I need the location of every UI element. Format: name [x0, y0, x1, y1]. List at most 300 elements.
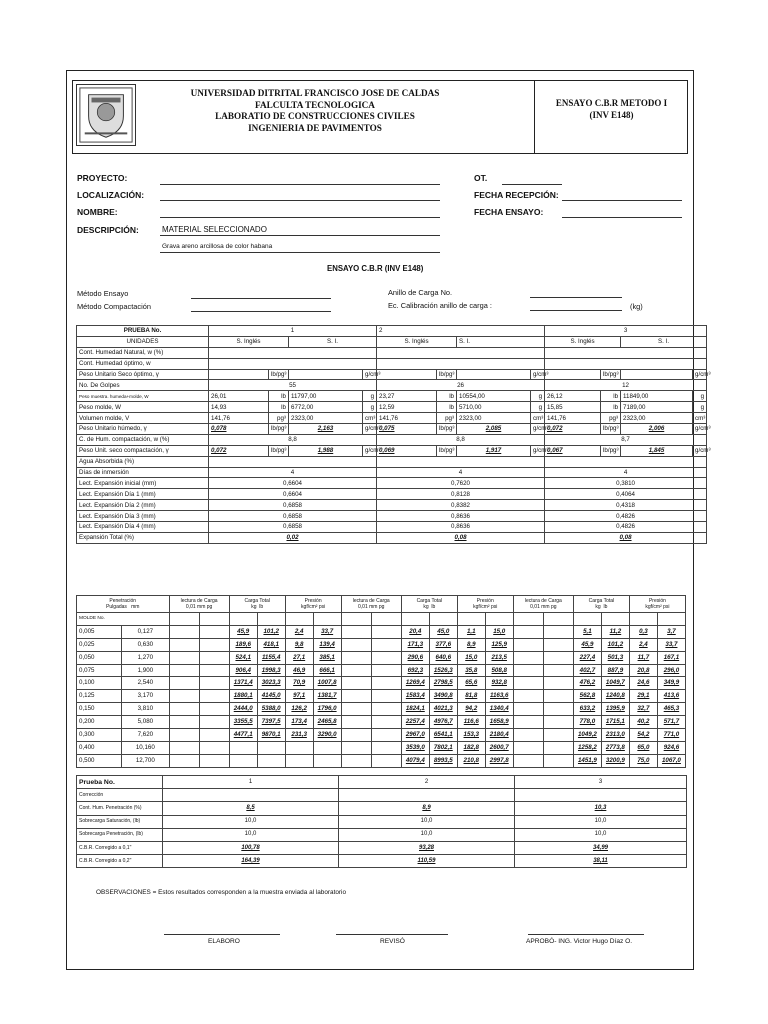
penetration-row: [77, 741, 686, 754]
value: 0,4826: [545, 511, 707, 522]
penetration-row: [77, 664, 686, 677]
value: 1269,4: [401, 677, 429, 690]
value: 3200,9: [601, 754, 629, 767]
unit: g/cm³: [693, 424, 707, 435]
penetration-row: [77, 754, 686, 767]
value: 2465,8: [313, 716, 341, 729]
value: 141,76: [545, 413, 601, 424]
value: 10554,00: [457, 391, 531, 402]
value: 26,12: [545, 391, 601, 402]
penetration-inches: 0,300: [77, 729, 122, 742]
aprobo-label: APROBÓ- ING. Victor Hugo Díaz O.: [526, 938, 633, 945]
value: 0,075: [377, 424, 437, 435]
value: 14,93: [209, 402, 269, 413]
load-reading-pg: [543, 741, 573, 754]
blows-3: 12: [545, 380, 707, 391]
value: 81,8: [457, 690, 485, 703]
value: 0,4318: [545, 500, 707, 511]
value: 167,1: [657, 651, 685, 664]
unit: g/cm³: [363, 369, 377, 380]
ot-line: [502, 184, 562, 185]
value: 0,8382: [377, 500, 545, 511]
penetration-mm: 1,270: [122, 651, 169, 664]
value: 54,2: [629, 729, 657, 742]
load-reading-pg: [199, 690, 229, 703]
value: [285, 741, 313, 754]
value: 6772,00: [289, 402, 363, 413]
unit: lb: [269, 402, 289, 413]
unit: lb: [601, 402, 621, 413]
penetration-inches: 0,005: [77, 625, 122, 638]
row-expansion-day3: Lect. Expansión Día 3 (mm): [77, 511, 209, 522]
row-natural-moisture: Cont. Humedad Natural, w (%): [77, 347, 209, 358]
load-reading-pg: [199, 651, 229, 664]
value: 15,0: [457, 651, 485, 664]
descripcion-label: DESCRIPCIÓN:: [77, 225, 139, 235]
unit: lb: [437, 402, 457, 413]
value: 2,163: [289, 424, 363, 435]
value: 1658,9: [485, 716, 513, 729]
value: 40,2: [629, 716, 657, 729]
value: 1395,9: [601, 703, 629, 716]
value: 5388,0: [257, 703, 285, 716]
value: 8,5: [163, 802, 339, 815]
load-reading: [513, 677, 543, 690]
value: 385,1: [313, 651, 341, 664]
unit: g/cm³: [531, 369, 545, 380]
blows-1: 55: [209, 380, 377, 391]
load-reading-pg: [371, 729, 401, 742]
value: 1340,4: [485, 703, 513, 716]
row-expansion-day4: Lect. Expansión Día 4 (mm): [77, 522, 209, 533]
value: 0,8128: [377, 489, 545, 500]
value: 27,1: [285, 651, 313, 664]
value: 0,3810: [545, 478, 707, 489]
unit: pg³: [269, 413, 289, 424]
cbr-01-label: C.B.R. Corregido a 0,1": [77, 841, 163, 854]
reviso-label: REVISÓ: [380, 938, 405, 945]
load-reading: [169, 677, 199, 690]
value: 0,6858: [209, 522, 377, 533]
row-wet-unit-weight: Peso Unitario húmedo, γ: [77, 424, 209, 435]
load-reading-pg: [199, 729, 229, 742]
penetration-row: [77, 716, 686, 729]
load-reading-pg: [543, 651, 573, 664]
load-reading-pg: [199, 741, 229, 754]
value: 562,8: [573, 690, 601, 703]
load-reading-pg: [371, 677, 401, 690]
unit: lb/pg³: [437, 424, 457, 435]
value: 1163,6: [485, 690, 513, 703]
value: 15,0: [485, 625, 513, 638]
value: 4: [377, 467, 545, 478]
value: 8,9: [457, 638, 485, 651]
value: 231,3: [285, 729, 313, 742]
value: 10,0: [339, 828, 515, 841]
value: 0,6604: [209, 478, 377, 489]
value: [229, 754, 257, 767]
header-text: kg: [423, 604, 429, 610]
load-reading: [513, 703, 543, 716]
load-reading: [341, 729, 371, 742]
cbr-summary-table: [76, 775, 687, 868]
value: 5710,00: [457, 402, 531, 413]
value: 141,76: [377, 413, 437, 424]
summary-test-1: 1: [163, 776, 339, 789]
header-text: Carga Total: [416, 598, 443, 604]
value: 1371,4: [229, 677, 257, 690]
load-reading-pg: [199, 754, 229, 767]
load-reading: [513, 625, 543, 638]
value: 1007,8: [313, 677, 341, 690]
header-line-3: LABORATIO DE CONSTRUCCIONES CIVILES: [215, 111, 415, 121]
row-expansion-initial: Lect. Expansión inicial (mm): [77, 478, 209, 489]
row-optimal-moisture: Cont. Humedad óptimo, w: [77, 358, 209, 369]
value: 633,2: [573, 703, 601, 716]
metodo-compactacion-line: [191, 311, 331, 312]
load-reading-pg: [371, 638, 401, 651]
value: 0,6604: [209, 489, 377, 500]
value: 1258,2: [573, 741, 601, 754]
load-reading: [169, 651, 199, 664]
penetration-inches: 0,075: [77, 664, 122, 677]
load-reading-pg: [543, 729, 573, 742]
test-2-header: 2: [377, 326, 545, 337]
load-reading: [169, 625, 199, 638]
unit: lb: [601, 391, 621, 402]
value: [313, 741, 341, 754]
value: 9870,1: [257, 729, 285, 742]
value: 1049,2: [573, 729, 601, 742]
load-reading-pg: [543, 754, 573, 767]
value: 7189,00: [621, 402, 693, 413]
load-reading-pg: [543, 664, 573, 677]
value: 8,7: [545, 434, 707, 445]
material-text: MATERIAL SELECCIONADO: [162, 225, 267, 234]
load-reading: [341, 690, 371, 703]
load-reading: [513, 638, 543, 651]
load-reading-pg: [543, 690, 573, 703]
header-text: Presión: [304, 598, 322, 604]
value: 100,78: [163, 841, 339, 854]
value: 1824,1: [401, 703, 429, 716]
value: 70,9: [285, 677, 313, 690]
penetration-inches: 0,400: [77, 741, 122, 754]
value: 10,0: [515, 815, 687, 828]
load-reading: [513, 716, 543, 729]
value: 10,3: [515, 802, 687, 815]
test-title: ENSAYO C.B.R METODO I: [555, 98, 668, 108]
value: 32,7: [629, 703, 657, 716]
unit: lb/pg³: [601, 424, 621, 435]
load-reading-header-1: [169, 596, 229, 613]
load-reading: [169, 741, 199, 754]
unit: g: [693, 391, 707, 402]
calibracion-line: [530, 310, 622, 311]
penetration-inches: 0,025: [77, 638, 122, 651]
nombre-label: NOMBRE:: [77, 207, 118, 217]
value: 171,3: [401, 638, 429, 651]
value: 2323,00: [621, 413, 693, 424]
load-reading-pg: [371, 754, 401, 767]
penetration-mm: 0,630: [122, 638, 169, 651]
header-text: pg: [378, 604, 385, 610]
unit: g/cm³: [693, 445, 707, 456]
value: 2,085: [457, 424, 531, 435]
value: 7397,5: [257, 716, 285, 729]
value: 2600,7: [485, 741, 513, 754]
load-reading-pg: [199, 716, 229, 729]
units-si-3: S. I.: [621, 336, 707, 347]
load-reading: [341, 703, 371, 716]
value: 296,0: [657, 664, 685, 677]
value: 182,8: [457, 741, 485, 754]
header-line-1: UNIVERSIDAD DITRITAL FRANCISCO JOSE DE CALDAS: [190, 88, 440, 98]
value: 1,917: [457, 445, 531, 456]
row-optimal-dry-unit-weight: Peso Unitario Seco óptimo, γ: [77, 369, 209, 380]
load-reading: [341, 741, 371, 754]
total-load-header-2: [401, 596, 457, 613]
fecha-recepcion-label: FECHA RECEPCIÓN:: [474, 190, 559, 200]
blows-2: 26: [377, 380, 545, 391]
summary-test-3: 3: [515, 776, 687, 789]
penetration-inches: 0,050: [77, 651, 122, 664]
value: 3,7: [657, 625, 685, 638]
load-reading-pg: [199, 638, 229, 651]
load-reading: [341, 651, 371, 664]
value: 1,1: [457, 625, 485, 638]
load-reading-pg: [543, 677, 573, 690]
load-reading-pg: [543, 716, 573, 729]
total-load-header-3: [573, 596, 629, 613]
unit: lb/pg³: [601, 445, 621, 456]
material-detail-line: [160, 252, 440, 253]
value: 0,072: [545, 424, 601, 435]
ot-label: OT.: [474, 173, 488, 183]
header-text: psi: [318, 604, 326, 610]
value: 5,1: [573, 625, 601, 638]
descripcion-line: [160, 235, 440, 236]
penetration-row: [77, 625, 686, 638]
value: 141,76: [209, 413, 269, 424]
load-reading: [341, 677, 371, 690]
value: 12,59: [377, 402, 437, 413]
nombre-line: [160, 217, 440, 218]
load-reading-pg: [543, 625, 573, 638]
value: 906,4: [229, 664, 257, 677]
value: 3490,8: [429, 690, 457, 703]
material-detail: Grava areno arcillosa de color habana: [162, 243, 273, 250]
value: 1,845: [621, 445, 693, 456]
value: 1451,9: [573, 754, 601, 767]
value: 65,0: [629, 741, 657, 754]
penetration-mm: 0,127: [122, 625, 169, 638]
value: 2798,5: [429, 677, 457, 690]
load-reading: [513, 690, 543, 703]
value: 0,078: [209, 424, 269, 435]
value: 0,08: [545, 532, 707, 543]
value: 476,2: [573, 677, 601, 690]
localizacion-line: [160, 200, 440, 201]
value: 1880,1: [229, 690, 257, 703]
header-text: lectura de Carga: [524, 598, 562, 604]
header-text: kg: [595, 604, 601, 610]
load-reading-header-2: [341, 596, 401, 613]
value: 94,2: [457, 703, 485, 716]
load-reading-pg: [199, 664, 229, 677]
units-en-3: S. Inglés: [545, 336, 621, 347]
value: 3355,5: [229, 716, 257, 729]
header-text: Pulgadas: [106, 604, 127, 610]
header-text: lb: [431, 604, 436, 610]
value: 125,9: [485, 638, 513, 651]
value: 571,7: [657, 716, 685, 729]
value: 2323,00: [289, 413, 363, 424]
value: 2997,8: [485, 754, 513, 767]
total-load-header-1: [229, 596, 285, 613]
value: 778,0: [573, 716, 601, 729]
unit: cm³: [531, 413, 545, 424]
row-expansion-total: Expansión Total (%): [77, 532, 209, 543]
value: 0,3: [629, 625, 657, 638]
header-text: psi: [490, 604, 498, 610]
unit: g/cm³: [693, 369, 707, 380]
value: 1155,4: [257, 651, 285, 664]
value: 3023,3: [257, 677, 285, 690]
proyecto-line: [160, 184, 440, 185]
value: 377,6: [429, 638, 457, 651]
penetration-inches: 0,100: [77, 677, 122, 690]
value: 418,1: [257, 638, 285, 651]
value: 508,8: [485, 664, 513, 677]
fecha-recepcion-line: [562, 200, 682, 201]
penetration-row: [77, 677, 686, 690]
row-dry-unit-weight: Peso Unit. seco compactación, γ: [77, 445, 209, 456]
value: 0,069: [377, 445, 437, 456]
test-3-header: 3: [545, 326, 707, 337]
load-reading: [169, 716, 199, 729]
value: 4477,1: [229, 729, 257, 742]
unit: g: [531, 402, 545, 413]
header-text: Penetración: [109, 598, 137, 604]
header-text: 0,01 mm: [185, 604, 206, 610]
penetration-moisture-label: Cont. Hum. Penetración (%): [77, 802, 163, 815]
value: 11,7: [629, 651, 657, 664]
load-reading-pg: [543, 703, 573, 716]
anillo-label: Anillo de Carga No.: [388, 288, 453, 297]
metodo-compactacion-label: Método Compactación: [77, 302, 151, 311]
load-reading: [513, 664, 543, 677]
value: 4145,0: [257, 690, 285, 703]
value: 189,6: [229, 638, 257, 651]
value: 24,6: [629, 677, 657, 690]
test-1-header: 1: [209, 326, 377, 337]
value: 1715,1: [601, 716, 629, 729]
localizacion-label: LOCALIZACIÓN:: [77, 190, 145, 200]
value: 0,7620: [377, 478, 545, 489]
header-text: 0,01 mm: [530, 604, 550, 610]
value: 4976,7: [429, 716, 457, 729]
row-expansion-day2: Lect. Expansión Día 2 (mm): [77, 500, 209, 511]
penetration-mm: 5,080: [122, 716, 169, 729]
penetration-inches: 0,500: [77, 754, 122, 767]
value: 45,9: [229, 625, 257, 638]
value: 1240,8: [601, 690, 629, 703]
unit: lb/pg³: [437, 445, 457, 456]
row-absorbed-water: Agua Absorbida (%): [77, 456, 209, 467]
header-text: pg: [206, 604, 213, 610]
fecha-ensayo-line: [562, 217, 682, 218]
value: 35,8: [457, 664, 485, 677]
unit: pg³: [437, 413, 457, 424]
unit: g: [693, 402, 707, 413]
prueba-header: PRUEBA No.: [77, 326, 209, 337]
value: 8993,5: [429, 754, 457, 767]
value: 15,85: [545, 402, 601, 413]
value: 932,8: [485, 677, 513, 690]
value: 1526,3: [429, 664, 457, 677]
value: 213,5: [485, 651, 513, 664]
penetration-row: [77, 703, 686, 716]
value: 666,1: [313, 664, 341, 677]
value: 0,6858: [209, 500, 377, 511]
value: 101,2: [257, 625, 285, 638]
header-text: Carga Total: [588, 598, 615, 604]
value: 0,02: [209, 532, 377, 543]
metodo-ensayo-line: [191, 298, 331, 299]
value: 8,9: [339, 802, 515, 815]
value: 20,4: [401, 625, 429, 638]
value: 2,4: [285, 625, 313, 638]
unit: lb/pg³: [269, 445, 289, 456]
value: 126,2: [285, 703, 313, 716]
value: 290,6: [401, 651, 429, 664]
value: 26,01: [209, 391, 269, 402]
units-si-2: S. I.: [457, 336, 545, 347]
value: 11,2: [601, 625, 629, 638]
compaction-table: [76, 325, 711, 544]
test-code: (INV E148): [589, 110, 634, 120]
value: 3539,0: [401, 741, 429, 754]
value: 153,3: [457, 729, 485, 742]
row-blows: No. De Golpes: [77, 380, 209, 391]
value: 2180,4: [485, 729, 513, 742]
units-en-2: S. Inglés: [377, 336, 457, 347]
value: 2323,00: [457, 413, 531, 424]
value: 10,0: [515, 828, 687, 841]
load-reading-pg: [371, 651, 401, 664]
penetration-inches: 0,125: [77, 690, 122, 703]
signature-line-reviso: [336, 934, 448, 935]
unit: lb: [437, 391, 457, 402]
load-reading-pg: [199, 703, 229, 716]
value: 1067,0: [657, 754, 685, 767]
units-en-1: S. Inglés: [209, 336, 289, 347]
value: 45,9: [573, 638, 601, 651]
unit: lb/pg³: [269, 369, 289, 380]
load-reading: [169, 690, 199, 703]
load-reading: [341, 625, 371, 638]
metodo-ensayo-label: Método Ensayo: [77, 289, 129, 298]
value: 46,9: [285, 664, 313, 677]
unit: g: [363, 402, 377, 413]
value: 9,8: [285, 638, 313, 651]
value: [313, 754, 341, 767]
value: 3290,0: [313, 729, 341, 742]
header-line-2: FALCULTA TECNOLOGICA: [255, 99, 375, 110]
value: 2444,0: [229, 703, 257, 716]
value: 2,006: [621, 424, 693, 435]
